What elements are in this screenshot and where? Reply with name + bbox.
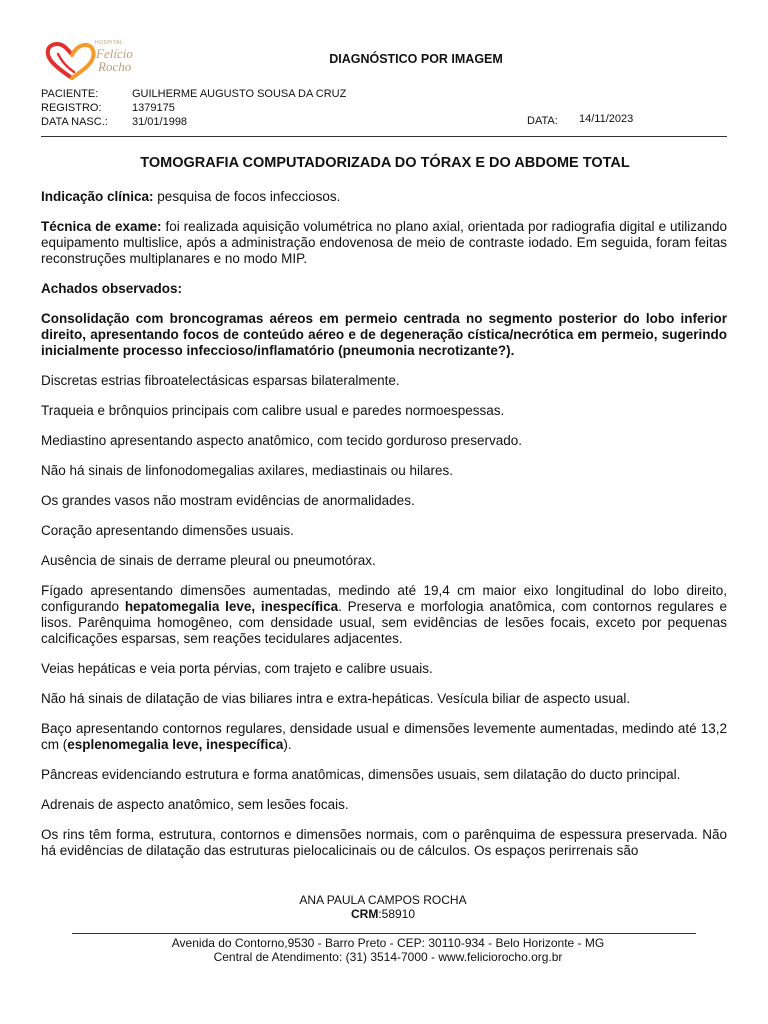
spleen-highlight: esplenomegalia leve, inespecífica (67, 737, 284, 752)
crm-value: :58910 (378, 907, 416, 921)
footer-contact: Central de Atendimento: (31) 3514-7000 - www.feliciorocho.org.br (213, 950, 563, 964)
spleen-paragraph: Baço apresentando contornos regulares, densidade usual e dimensões levemente aumentadas, medindo até 13,2 cm (esplenomegalia leve, inespecífica). (41, 721, 727, 752)
finding-item: Traqueia e brônquios principais com calibre usual e paredes normoespessas. (41, 403, 505, 418)
technique-paragraph (41, 219, 727, 267)
header-divider (41, 136, 727, 137)
physician-name: ANA PAULA CAMPOS ROCHA (299, 893, 467, 907)
finding-item: Os grandes vasos não mostram evidências de anormalidades. (41, 493, 415, 508)
kidneys-paragraph: Os rins têm forma, estrutura, contornos e dimensões normais, com o parênquima de espessura preservada. Não há evidências de dilatação das estruturas pielocalicinais ou de cálculos. Os espaços perirrenais são (41, 827, 727, 858)
report-title: DIAGNÓSTICO POR IMAGEM (329, 52, 503, 66)
finding-item: Discretas estrias fibroatelectásicas esparsas bilateralmente. (41, 373, 400, 388)
footer-divider (72, 933, 696, 934)
birthdate-value: 31/01/1998 (132, 116, 188, 128)
technique-label: Técnica de exame: (41, 219, 162, 234)
report-body (41, 189, 727, 873)
logo-small-text: HOSPITAL (95, 40, 124, 46)
indication-label: Indicação clínica: (41, 189, 154, 204)
crm-label: CRM (350, 907, 379, 921)
veins-paragraph: Veias hepáticas e veia porta pérvias, com trajeto e calibre usuais. (41, 661, 433, 676)
pancreas-paragraph: Pâncreas evidenciando estrutura e forma anatômicas, dimensões usuais, sem dilatação do ducto principal. (41, 767, 681, 782)
date-label: DATA: (527, 115, 558, 127)
registry-value: 1379175 (132, 102, 175, 114)
findings-label: Achados observados: (41, 281, 183, 296)
finding-item: Coração apresentando dimensões usuais. (41, 523, 294, 538)
birthdate-label: DATA NASC.: (41, 116, 108, 128)
liver-highlight: hepatomegalia leve, inespecífica (124, 599, 339, 614)
indication-paragraph (41, 189, 727, 205)
footer-address: Avenida do Contorno,9530 - Barro Preto - CEP: 30110-934 - Belo Horizonte - MG (171, 936, 605, 950)
indication-text: pesquisa de focos infecciosos. (153, 189, 341, 204)
logo-line1: Felício (96, 46, 133, 61)
liver-paragraph: Fígado apresentando dimensões aumentadas, medindo até 19,4 cm maior eixo longitudinal do lobo direito, configurando hepatomegalia leve, inespecífica. Preserva e morfologia anatômica, com contornos regulares e lisos. Parênquima homogêneo, com densidade usual, sem evidências de lesões focais, exceto por pequenas calcificações esparsas, sem reações tecidulares adjacentes. (41, 583, 728, 646)
date-value: 14/11/2023 (579, 113, 634, 125)
finding-item: Não há sinais de linfonodomegalias axilares, mediastinais ou hilares. (41, 463, 453, 478)
finding-item: Ausência de sinais de derrame pleural ou pneumotórax. (41, 553, 376, 568)
adrenals-paragraph: Adrenais de aspecto anatômico, sem lesões focais. (41, 797, 349, 812)
main-finding: Consolidação com broncogramas aéreos em permeio centrada no segmento posterior do lobo inferior direito, apresentando focos de conteúdo aéreo e de degeneração cística/necrótica em permeio, sugerindo inicialmente processo infeccioso/inflamatório (pneumonia necrotizante?). (41, 311, 727, 358)
finding-item: Mediastino apresentando aspecto anatômico, com tecido gorduroso preservado. (41, 433, 523, 448)
biliary-paragraph: Não há sinais de dilatação de vias biliares intra e extra-hepáticas. Vesícula biliar de aspecto usual. (41, 691, 631, 706)
technique-text: foi realizada aquisição volumétrica no plano axial, orientada por radiografia digital e utilizando equipamento multislice, após a administração endovenosa de meio de contraste iodado. Em seguida, foram feitas reconstruções multiplanares e no modo MIP. (41, 219, 727, 266)
signature-block (0, 893, 766, 921)
crm-line (0, 907, 766, 921)
exam-title: TOMOGRAFIA COMPUTADORIZADA DO TÓRAX E DO ABDOME TOTAL (140, 155, 630, 171)
footer (0, 936, 768, 964)
patient-label: PACIENTE: (41, 88, 99, 100)
logo-line2: Rocho (98, 59, 132, 74)
patient-name: GUILHERME AUGUSTO SOUSA DA CRUZ (132, 88, 347, 100)
registry-label: REGISTRO: (41, 102, 102, 114)
